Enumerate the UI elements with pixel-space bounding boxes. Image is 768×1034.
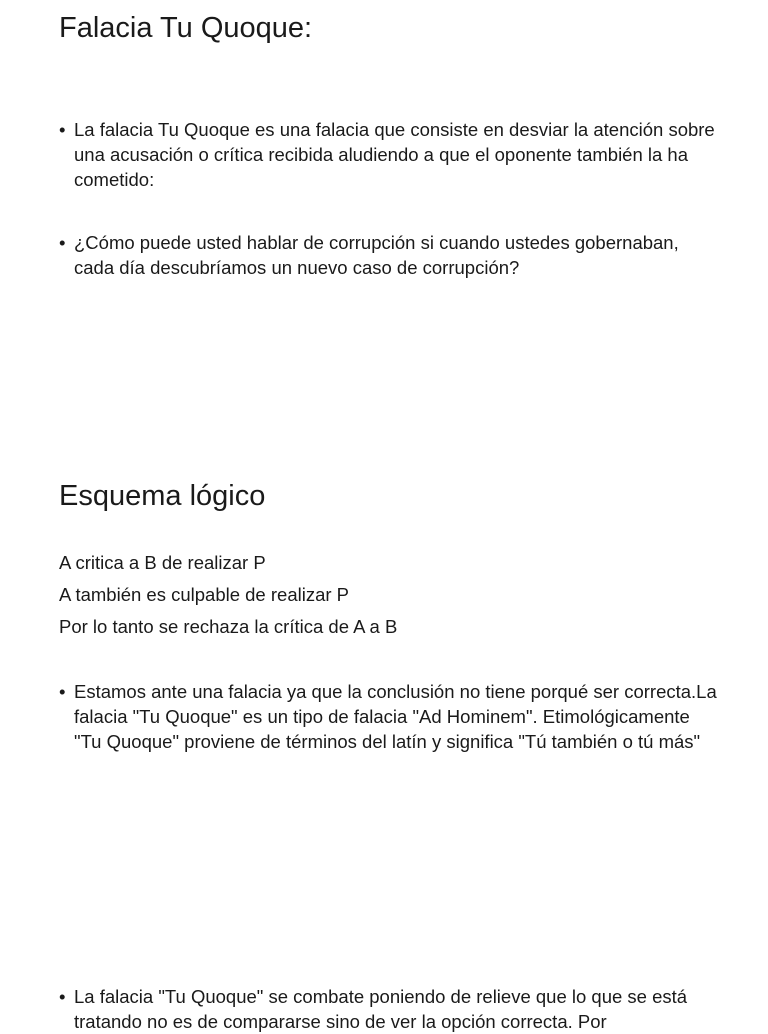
slide1-title: Falacia Tu Quoque:	[59, 12, 313, 44]
slide1-bullet-example: • ¿Cómo puede usted hablar de corrupción si cuando ustedes gobernaban, cada día descubríamos un nuevo caso de corrupción?	[59, 230, 719, 280]
slide2-bullet-list	[59, 679, 719, 754]
slide1-bullet-list	[59, 117, 719, 192]
slide3-bullet-list	[59, 984, 719, 1034]
scheme-line-1: A critica a B de realizar P	[59, 552, 266, 573]
slide3-bullet-rebuttal: • La falacia "Tu Quoque" se combate poniendo de relieve que lo que se está tratando no es de compararse sino de ver la opción correcta. Por	[59, 984, 719, 1034]
slide2-bullet-explanation: • Estamos ante una falacia ya que la conclusión no tiene porqué ser correcta.La falacia "Tu Quoque" es un tipo de falacia "Ad Hominem". Etimológicamente "Tu Quoque" proviene de términos del latín y significa "Tú también o tú más"	[59, 679, 719, 754]
scheme-line-3: Por lo tanto se rechaza la crítica de A a B	[59, 616, 398, 637]
slide2-title: Esquema lógico	[59, 480, 266, 512]
slide1-bullet-list-example	[59, 230, 719, 280]
slide1-bullet-definition: • La falacia Tu Quoque es una falacia que consiste en desviar la atención sobre una acusación o crítica recibida aludiendo a que el oponente también la ha cometido:	[59, 117, 719, 192]
scheme-line-2: A también es culpable de realizar P	[59, 584, 350, 605]
